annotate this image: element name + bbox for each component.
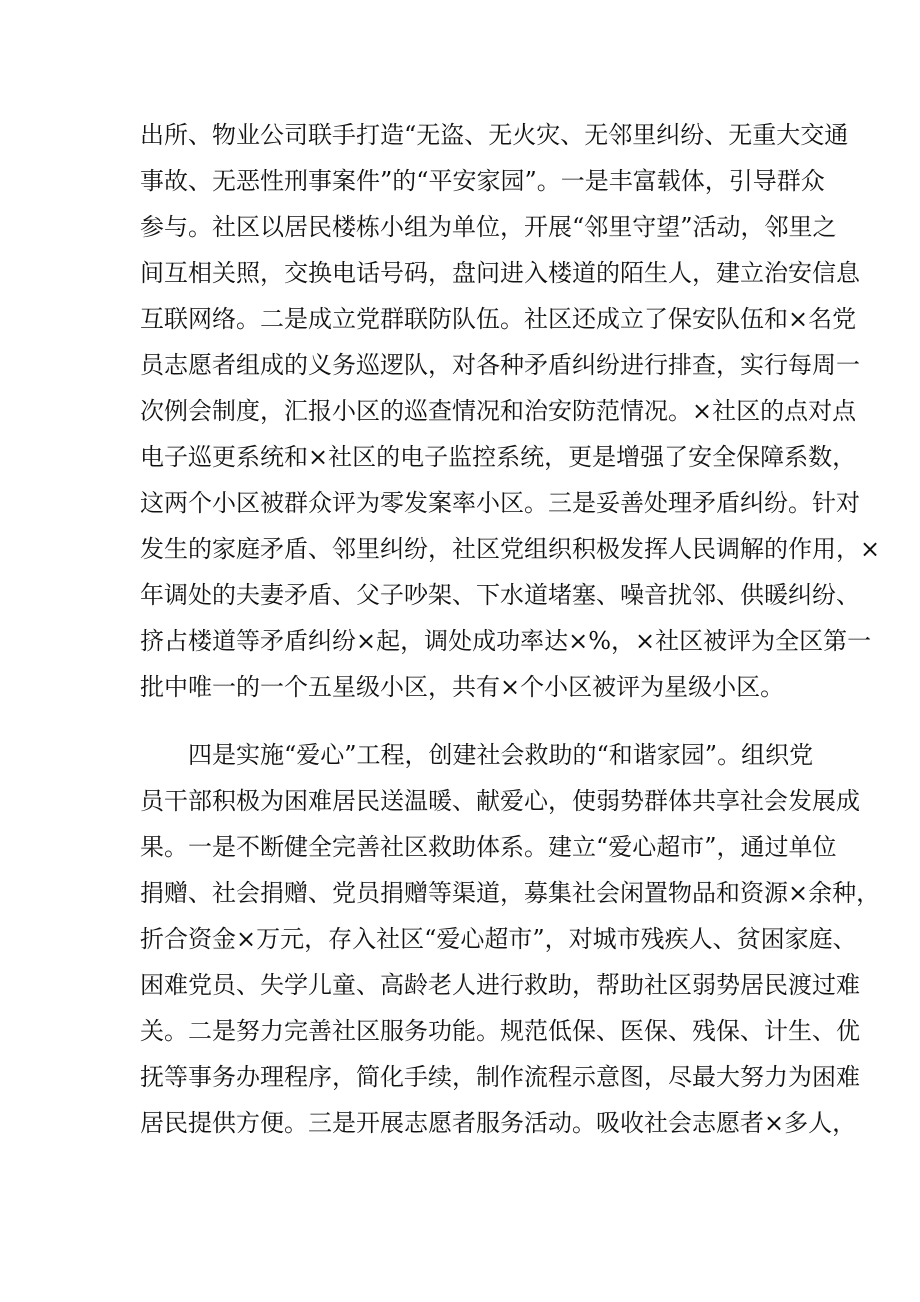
text-line: 这两个小区被群众评为零发案率小区。三是妥善处理矛盾纠纷。针对 (140, 489, 860, 517)
text-line: 抚等事务办理程序，简化手续，制作流程示意图，尽最大努力为困难 (140, 1063, 860, 1091)
text-line: 互联网络。二是成立党群联防队伍。社区还成立了保安队伍和×名党 (140, 305, 857, 333)
text-line: 员志愿者组成的义务巡逻队，对各种矛盾纠纷进行排查，实行每周一 (140, 351, 860, 379)
text-line: 间互相关照，交换电话号码，盘问进入楼道的陌生人，建立治安信息 (140, 259, 860, 287)
text-line: 出所、物业公司联手打造“无盗、无火灾、无邻里纠纷、无重大交通 (140, 121, 849, 149)
text-line: 居民提供方便。三是开展志愿者服务活动。吸收社会志愿者×多人， (140, 1109, 857, 1137)
text-line: 四是实施“爱心”工程，创建社会救助的“和谐家园”。组织党 (188, 741, 814, 769)
text-line: 果。一是不断健全完善社区救助体系。建立“爱心超市”，通过单位 (140, 833, 837, 861)
text-line: 批中唯一的一个五星级小区，共有×个小区被评为星级小区。 (140, 673, 785, 701)
text-line: 关。二是努力完善社区服务功能。规范低保、医保、残保、计生、优 (140, 1017, 860, 1045)
text-line: 参与。社区以居民楼栋小组为单位，开展“邻里守望”活动，邻里之 (140, 213, 837, 241)
text-line: 事故、无恶性刑事案件”的“平安家园”。一是丰富载体，引导群众 (140, 167, 825, 195)
text-line: 挤占楼道等矛盾纠纷×起，调处成功率达×%，×社区被评为全区第一 (140, 627, 872, 655)
text-line: 年调处的夫妻矛盾、父子吵架、下水道堵塞、噪音扰邻、供暖纠纷、 (140, 581, 860, 609)
text-line: 发生的家庭矛盾、邻里纠纷，社区党组织积极发挥人民调解的作用，× (140, 535, 881, 563)
text-line: 困难党员、失学儿童、高龄老人进行救助，帮助社区弱势居民渡过难 (140, 971, 860, 999)
text-line: 捐赠、社会捐赠、党员捐赠等渠道，募集社会闲置物品和资源×余种， (140, 879, 881, 907)
text-line: 次例会制度，汇报小区的巡查情况和治安防范情况。×社区的点对点 (140, 397, 857, 425)
text-line: 电子巡更系统和×社区的电子监控系统，更是增强了安全保障系数， (140, 443, 857, 471)
text-line: 员干部积极为困难居民送温暖、献爱心，使弱势群体共享社会发展成 (140, 787, 860, 815)
text-line: 折合资金×万元，存入社区“爱心超市”，对城市残疾人、贫困家庭、 (140, 925, 857, 953)
